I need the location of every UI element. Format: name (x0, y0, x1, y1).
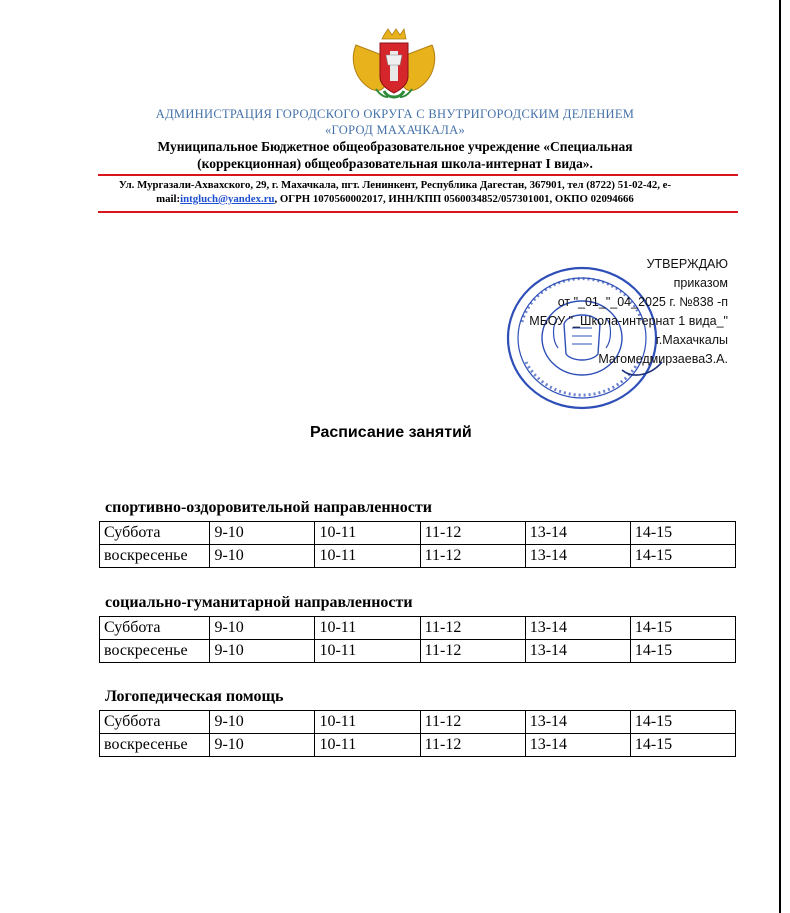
time-cell: 9-10 (210, 640, 315, 663)
approval-heading: УТВЕРЖДАЮ (646, 257, 728, 271)
day-cell: Суббота (100, 617, 210, 640)
time-cell: 11-12 (420, 640, 525, 663)
table-row (100, 617, 736, 640)
time-cell: 11-12 (420, 522, 525, 545)
time-cell: 13-14 (525, 617, 630, 640)
email-link[interactable]: intgluch@yandex.ru (180, 193, 275, 205)
section-title-social: социально-гуманитарной направленности (105, 594, 413, 611)
time-cell: 13-14 (525, 545, 630, 568)
time-cell: 14-15 (630, 711, 735, 734)
document-title: Расписание занятий (310, 424, 472, 441)
day-cell: Суббота (100, 711, 210, 734)
time-cell: 14-15 (630, 734, 735, 757)
time-cell: 13-14 (525, 734, 630, 757)
registration-numbers: , ОГРН 1070560002017, ИНН/КПП 0560034852/057301001, ОКПО 02094666 (274, 193, 634, 205)
schedule-table-sports (99, 521, 736, 568)
approval-block (529, 255, 728, 369)
section-title-speech-therapy: Логопедическая помощь (105, 688, 284, 705)
table-row (100, 640, 736, 663)
approval-signatory: МагомедмирзаеваЗ.А. (598, 352, 728, 366)
time-cell: 11-12 (420, 617, 525, 640)
time-cell: 9-10 (210, 545, 315, 568)
time-cell: 9-10 (210, 617, 315, 640)
table-row (100, 711, 736, 734)
section-title-sports: спортивно-оздоровительной направленности (105, 499, 432, 516)
day-cell: воскресенье (100, 734, 210, 757)
schedule-table-social (99, 616, 736, 663)
coat-of-arms-icon (346, 25, 442, 105)
time-cell: 11-12 (420, 545, 525, 568)
time-cell: 9-10 (210, 711, 315, 734)
time-cell: 10-11 (315, 617, 420, 640)
institution-name-line1: Муниципальное Бюджетное общеобразовательное учреждение «Специальная (157, 139, 633, 154)
approval-order: приказом (673, 276, 728, 290)
time-cell: 10-11 (315, 522, 420, 545)
time-cell: 10-11 (315, 640, 420, 663)
agency-city: «ГОРОД МАХАЧКАЛА» (325, 123, 465, 137)
day-cell: воскресенье (100, 640, 210, 663)
table-row (100, 522, 736, 545)
time-cell: 10-11 (315, 545, 420, 568)
email-prefix: mail: (156, 193, 181, 205)
time-cell: 14-15 (630, 617, 735, 640)
time-cell: 11-12 (420, 734, 525, 757)
approval-date: от "_01_"_04_2025 г. №838 -п (557, 295, 728, 309)
time-cell: 14-15 (630, 522, 735, 545)
time-cell: 11-12 (420, 711, 525, 734)
agency-name: АДМИНИСТРАЦИЯ ГОРОДСКОГО ОКРУГА С ВНУТРИГОРОДСКИМ ДЕЛЕНИЕМ (155, 107, 635, 121)
time-cell: 13-14 (525, 522, 630, 545)
approval-school: МБОУ "_Школа-интернат 1 вида_" (529, 314, 728, 328)
day-cell: Суббота (100, 522, 210, 545)
time-cell: 14-15 (630, 545, 735, 568)
table-row (100, 545, 736, 568)
time-cell: 9-10 (210, 522, 315, 545)
time-cell: 9-10 (210, 734, 315, 757)
time-cell: 10-11 (315, 734, 420, 757)
schedule-table-speech-therapy (99, 710, 736, 757)
time-cell: 10-11 (315, 711, 420, 734)
header-divider-bottom (98, 211, 738, 213)
time-cell: 13-14 (525, 711, 630, 734)
time-cell: 13-14 (525, 640, 630, 663)
header-divider-top (98, 174, 738, 176)
address-line2 (0, 193, 790, 205)
institution-name-line2: (коррекционная) общеобразовательная школа-интернат I вида». (197, 156, 593, 171)
approval-city: г.Махачкалы (655, 333, 728, 347)
address-line1: Ул. Мургазали-Ахвахского, 29, г. Махачкала, пгт. Ленинкент, Республика Дагестан, 367901, тел (8722) 51-02-42, e- (118, 179, 672, 191)
time-cell: 14-15 (630, 640, 735, 663)
day-cell: воскресенье (100, 545, 210, 568)
table-row (100, 734, 736, 757)
